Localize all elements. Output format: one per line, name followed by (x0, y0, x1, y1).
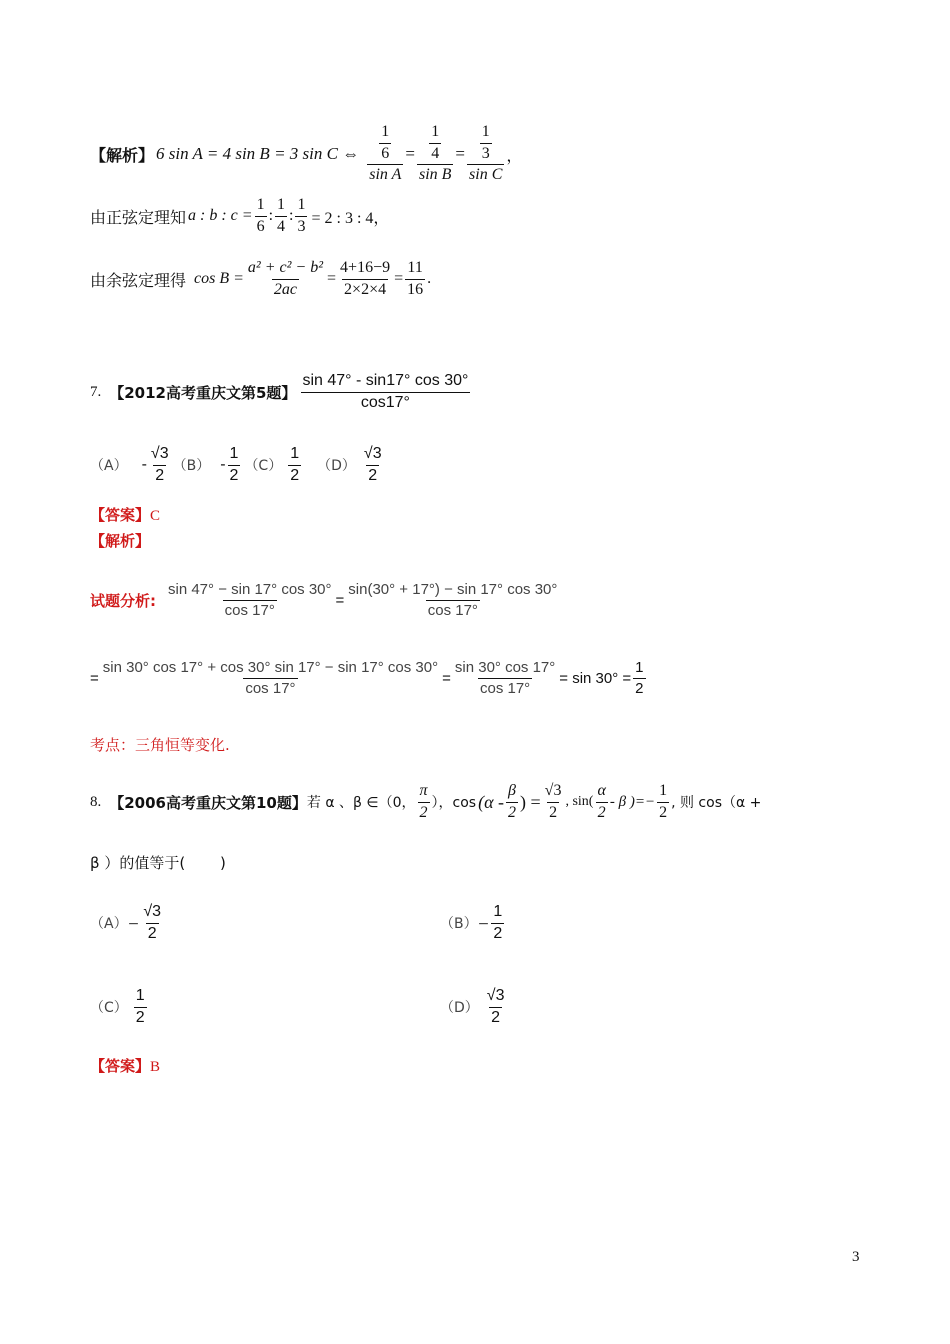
num: sin 30° cos 17° + cos 30° sin 17° − sin 17° cos 30° (102, 659, 439, 677)
option-d-label: （D） (440, 1000, 479, 1016)
equals-sign: = (455, 144, 466, 163)
equals-sign: = (442, 669, 451, 687)
stem-text: , 则 cos（α + (671, 795, 762, 811)
num: 1 (229, 445, 239, 463)
question-7-options (90, 438, 386, 492)
option-c-value (134, 987, 147, 1027)
option-c-label: （C） (90, 1000, 128, 1016)
beta-over-2 (506, 782, 518, 822)
den: 2 (508, 803, 517, 821)
step-fraction (166, 581, 334, 619)
option-c-value (288, 445, 301, 485)
step-result: = sin 30° = (559, 669, 632, 687)
equals-sign: = (90, 669, 99, 687)
question-8-option-c (90, 980, 149, 1034)
comma: ， (506, 145, 523, 165)
sine-rule-lead: 由正弦定理知 (90, 207, 187, 227)
option-a-label: （A）− (90, 916, 140, 932)
num: β (508, 782, 516, 800)
fraction (338, 259, 392, 299)
num: 1 (297, 196, 306, 214)
num: sin 30° cos 17° (454, 659, 556, 677)
analysis-equation: 6 sin A = 4 sin B = 3 sin C ⇔ (156, 144, 360, 163)
step-fraction (453, 659, 557, 697)
den: 2 (229, 466, 239, 484)
analysis-label: 【解析】 (90, 145, 155, 165)
num: √3 (143, 903, 161, 921)
analysis-line-1 (90, 118, 522, 190)
question-8-option-b (440, 896, 506, 950)
stem-text: ），cos (431, 795, 477, 811)
fraction (405, 259, 425, 299)
fraction-denominator: sin C (469, 166, 503, 184)
question-8-option-d (440, 980, 508, 1034)
expression-denominator: cos17° (301, 392, 470, 412)
option-b-value (491, 903, 504, 943)
question-8-stem-line-2 (90, 852, 226, 873)
option-d-value (485, 987, 507, 1027)
page-number-text: 3 (852, 1249, 860, 1265)
option-a-sign: - (141, 456, 147, 473)
den: 2 (635, 679, 644, 697)
question-7-answer (90, 504, 160, 525)
den: 2 (493, 924, 503, 942)
num: α (597, 782, 606, 800)
question-7-expression (300, 372, 470, 412)
option-b-sign: - (220, 456, 226, 473)
num: sin(30° + 17°) − sin 17° cos 30° (348, 581, 558, 599)
option-a-value (141, 903, 163, 943)
fraction-1-over-3-sinC (467, 123, 504, 184)
fraction (295, 196, 307, 236)
num: 1 (256, 196, 265, 214)
question-number: 7. (90, 383, 102, 400)
answer-value: B (150, 1059, 161, 1075)
num: a² + c² − b² (247, 259, 324, 277)
den: 4 (431, 144, 440, 162)
cosine-rule-lead: 由余弦定理得 (90, 270, 187, 290)
num: 1 (431, 123, 440, 141)
colon: : (268, 207, 274, 224)
step-final-fraction (633, 659, 645, 697)
den: 2×2×4 (344, 280, 387, 298)
question-8-option-a (90, 896, 165, 950)
num: 1 (277, 196, 286, 214)
num: 1 (493, 903, 503, 921)
fraction (275, 196, 287, 236)
stem-text: β ）的值等于( ) (90, 854, 226, 872)
fraction-1-over-6-sinA (367, 123, 403, 184)
answer-label: 【答案】 (90, 1057, 151, 1075)
alpha-over-2 (595, 782, 607, 822)
num: √3 (150, 445, 169, 463)
den: 6 (381, 144, 390, 162)
question-7-step-2 (90, 650, 648, 706)
pi-over-2 (418, 782, 430, 822)
equals-sign: = (335, 591, 345, 609)
den: 2 (135, 1008, 145, 1026)
den: 16 (407, 280, 424, 298)
question-7-point (90, 734, 230, 755)
colon: : (289, 207, 294, 224)
num: 4+16−9 (340, 259, 391, 277)
den: 2 (155, 466, 165, 484)
num: 1 (635, 659, 644, 677)
num: √3 (544, 782, 562, 800)
num: sin 47° − sin 17° cos 30° (168, 581, 332, 599)
fraction-denominator: sin B (418, 166, 452, 184)
option-a-label: （A） (90, 458, 128, 474)
cos-value (543, 782, 564, 822)
den: 2 (419, 803, 428, 821)
question-8-answer (90, 1055, 160, 1076)
cos-argument: (α - (478, 791, 505, 812)
analysis-line-2 (90, 192, 389, 240)
cos-argument-tail: ) = (520, 791, 541, 812)
num: √3 (486, 987, 505, 1005)
step-lead: 试题分析: (90, 591, 156, 610)
option-a-value (149, 445, 171, 485)
den: cos 17° (479, 679, 531, 697)
fraction-denominator: sin A (369, 166, 402, 184)
analysis-line-3 (90, 254, 431, 304)
num: 11 (407, 259, 423, 277)
option-b-label: （B） (172, 458, 211, 474)
den: 2 (368, 466, 378, 484)
den: 6 (256, 217, 265, 235)
option-c-label: （C） (244, 458, 283, 474)
den: 2 (549, 803, 558, 821)
ratio-result: = 2 : 3 : 4， (311, 209, 390, 227)
num: π (419, 782, 428, 800)
period: . (427, 270, 432, 287)
den: cos 17° (224, 601, 275, 619)
fraction (255, 196, 267, 236)
stem-text: 若 α 、β ∈（0， (306, 795, 416, 811)
expression-numerator: sin 47° - sin17° cos 30° (302, 372, 469, 390)
num: 1 (481, 123, 490, 141)
fraction-1-over-4-sinB (417, 123, 453, 184)
num: 1 (381, 123, 390, 141)
knowledge-point: 考点：三角恒等变化. (90, 736, 230, 754)
equals-sign: = (327, 270, 337, 287)
num: 1 (290, 445, 300, 463)
question-7-analysis-label (90, 530, 150, 551)
answer-label: 【答案】 (90, 506, 151, 524)
question-8-stem (90, 774, 761, 830)
num: 1 (659, 782, 668, 800)
cosB-expr: cos B = (194, 270, 244, 287)
equals-sign: = (394, 270, 404, 287)
option-d-label: （D） (317, 458, 356, 474)
stem-text: , sin( (565, 794, 594, 809)
page-number (852, 1246, 860, 1266)
option-b-label: （B）− (440, 916, 490, 932)
den: 2 (147, 924, 157, 942)
option-d-value (362, 445, 384, 485)
stem-text: - β )=− (609, 793, 656, 810)
question-source: 【2012高考重庆文第5题】 (109, 383, 297, 402)
den: 2 (491, 1008, 501, 1026)
option-b-value (228, 445, 241, 485)
num: √3 (363, 445, 382, 463)
den: cos 17° (427, 601, 478, 619)
den: 2ac (273, 280, 298, 298)
den: 3 (481, 144, 490, 162)
den: 3 (297, 217, 306, 235)
sin-value (657, 782, 669, 822)
question-number: 8. (90, 793, 102, 810)
step-fraction (101, 659, 440, 697)
question-source: 【2006高考重庆文第10题】 (109, 793, 307, 812)
answer-value: C (150, 508, 161, 524)
fraction (246, 259, 325, 299)
analysis-label: 【解析】 (90, 532, 151, 550)
den: 2 (290, 466, 300, 484)
step-fraction (346, 581, 559, 619)
den: 4 (277, 217, 286, 235)
question-7-step-1 (90, 572, 561, 628)
num: 1 (135, 987, 145, 1005)
den: cos 17° (245, 679, 296, 697)
ratio-expr: a : b : c = (188, 207, 253, 224)
den: 2 (659, 803, 668, 821)
equals-sign: = (405, 144, 415, 163)
question-7-stem (90, 364, 472, 420)
den: 2 (597, 803, 606, 821)
